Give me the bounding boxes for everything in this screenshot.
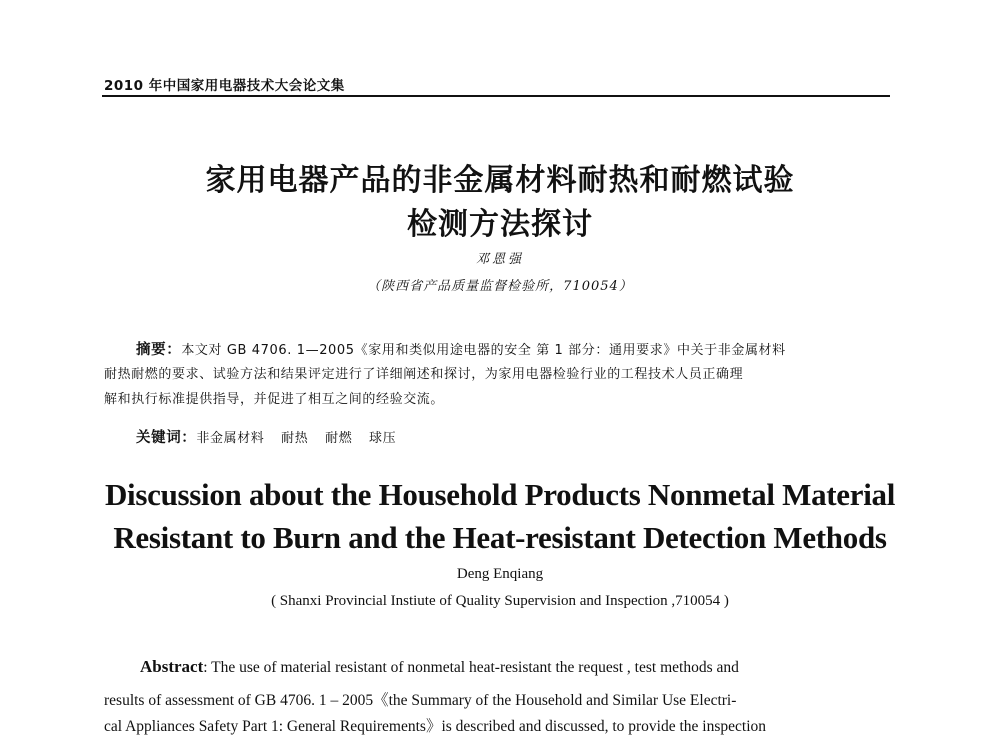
affiliation-en: ( Shanxi Provincial Instiute of Quality Supervision and Inspection ,710054 ) [271,593,729,609]
title-cn-line2: 检测方法探讨 [407,207,593,242]
abstract-cn-line2: 耐热耐燃的要求、试验方法和结果评定进行了详细阐述和探讨，为家用电器检验行业的工程技术人员正确理 [104,367,744,382]
keyword-term: 耐燃 [325,431,353,446]
abstract-en-label: Abstract [140,657,204,676]
author-cn: 邓恩强 [475,252,524,267]
title-en-line2: Resistant to Burn and the Heat-resistant Detection Methods [113,520,887,555]
abstract-cn-label: 摘要： [136,342,182,358]
keyword-term: 耐热 [281,431,309,446]
affiliation-cn: （陕西省产品质量监督检验所，710054） [367,279,633,294]
abstract-en-line2: results of assessment of GB 4706. 1 – 2005《the Summary of the Household and Similar Use Electri- [104,692,737,709]
abstract-en-text-1: : The use of material resistant of nonmetal heat-resistant the request , test methods and [203,659,739,676]
keyword-term: 非金属材料 [196,431,265,446]
author-en: Deng Enqiang [456,566,544,582]
keywords-cn-label: 关键词： [136,430,197,446]
header-rule [102,95,890,97]
abstract-cn-text-1: 本文对 GB 4706. 1—2005《家用和类似用途电器的安全 第 1 部分：通用要求》中关于非金属材料 [181,343,786,358]
abstract-cn-line1 [136,338,786,359]
keyword-term: 球压 [369,431,397,446]
keywords-cn [136,426,408,447]
running-header: 2010 年中国家用电器技术大会论文集 [104,78,345,94]
abstract-cn-line3: 解和执行标准提供指导，并促进了相互之间的经验交流。 [104,392,445,407]
title-en-line1: Discussion about the Household Products Nonmetal Material [104,477,896,512]
abstract-en-line3: cal Appliances Safety Part 1: General Requirements》is described and discussed, to provide the inspection [104,718,767,735]
title-cn-line1: 家用电器产品的非金属材料耐热和耐燃试验 [205,163,795,198]
abstract-en-line1 [140,657,739,677]
